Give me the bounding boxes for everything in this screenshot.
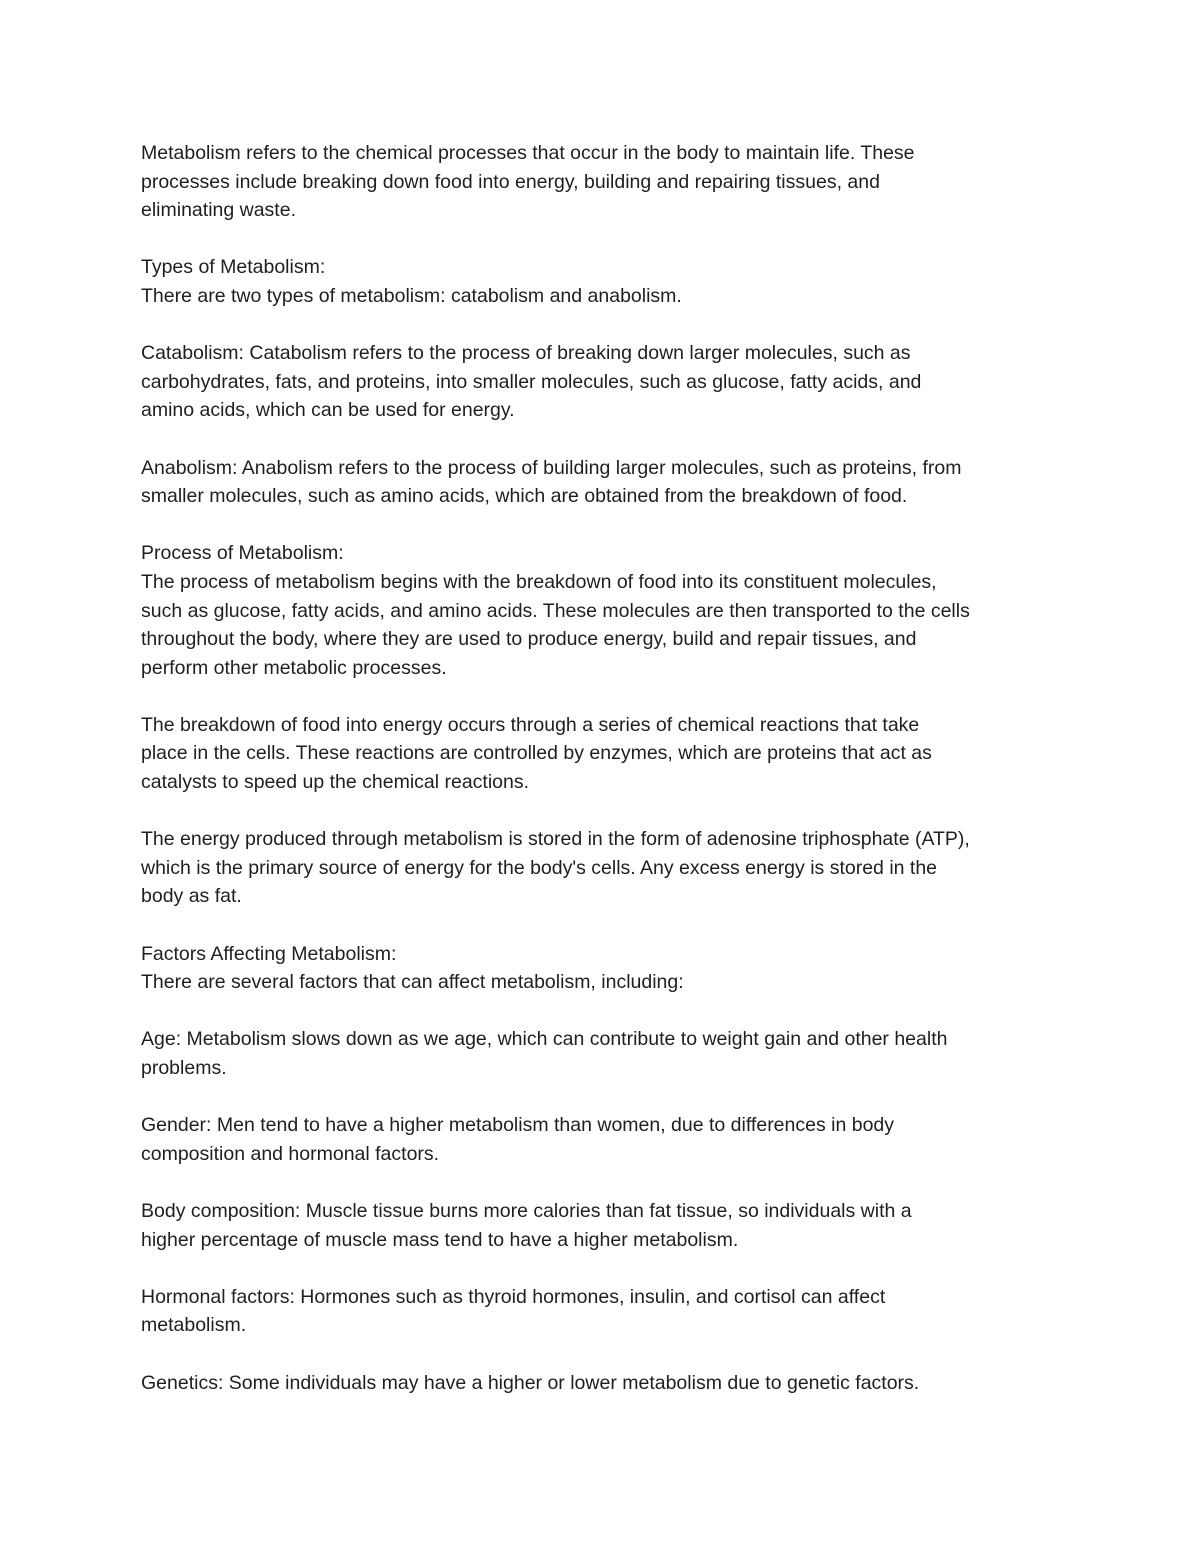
paragraph-spacer <box>141 311 1071 340</box>
paragraph-spacer <box>141 797 1071 826</box>
paragraph-spacer <box>141 1083 1071 1112</box>
paragraph-intro: Metabolism refers to the chemical processes that occur in the body to maintain life. These processes include breaking down food into energy, building and repairing tissues, and eliminating waste. <box>141 142 915 222</box>
paragraph-gender: Gender: Men tend to have a higher metabolism than women, due to differences in body composition and hormonal factors. <box>141 1114 895 1165</box>
paragraph-spacer <box>141 1340 1071 1369</box>
paragraph-catabolism: Catabolism: Catabolism refers to the process of breaking down larger molecules, such as carbohydrates, fats, and proteins, into smaller molecules, such as glucose, fatty acids, and amino acids, which can be used for energy. <box>141 342 922 422</box>
paragraph-energy-atp: The energy produced through metabolism is stored in the form of adenosine triphosphate (ATP), which is the primary source of energy for the body's cells. Any excess energy is stored in the body as fat. <box>141 828 970 908</box>
paragraph-hormonal-factors: Hormonal factors: Hormones such as thyroid hormones, insulin, and cortisol can affect metabolism. <box>141 1285 886 1337</box>
paragraph-factors-affecting-metabolism: Factors Affecting Metabolism: There are several factors that can affect metabolism, including: <box>141 942 684 994</box>
paragraph-spacer <box>141 1254 1071 1283</box>
paragraph-age: Age: Metabolism slows down as we age, which can contribute to weight gain and other health problems. <box>141 1028 948 1079</box>
paragraph-spacer <box>141 1168 1071 1197</box>
paragraph-genetics: Genetics: Some individuals may have a higher or lower metabolism due to genetic factors. <box>141 1371 920 1394</box>
paragraph-spacer <box>141 682 1071 711</box>
paragraph-body-composition: Body composition: Muscle tissue burns more calories than fat tissue, so individuals with a higher percentage of muscle mass tend to have a higher metabolism. <box>141 1199 912 1251</box>
paragraph-spacer <box>141 997 1071 1026</box>
paragraph-spacer <box>141 425 1071 454</box>
document-body <box>141 139 1071 1397</box>
paragraph-types-of-metabolism: Types of Metabolism: There are two types of metabolism: catabolism and anabolism. <box>141 256 682 307</box>
paragraph-anabolism: Anabolism: Anabolism refers to the process of building larger molecules, such as proteins, from smaller molecules, such as amino acids, which are obtained from the breakdown of food. <box>141 456 962 508</box>
paragraph-spacer <box>141 911 1071 940</box>
paragraph-spacer <box>141 225 1071 254</box>
paragraph-process-of-metabolism: Process of Metabolism: The process of metabolism begins with the breakdown of food into its constituent molecules, such as glucose, fatty acids, and amino acids. These molecules are then transported to the cells throughout the body, where they are used to produce energy, build and repair tissues, and perform other metabolic processes. <box>141 542 970 679</box>
paragraph-spacer <box>141 511 1071 540</box>
paragraph-breakdown-of-food: The breakdown of food into energy occurs through a series of chemical reactions that take place in the cells. These reactions are controlled by enzymes, which are proteins that act as catalysts to speed up the chemical reactions. <box>141 713 932 794</box>
